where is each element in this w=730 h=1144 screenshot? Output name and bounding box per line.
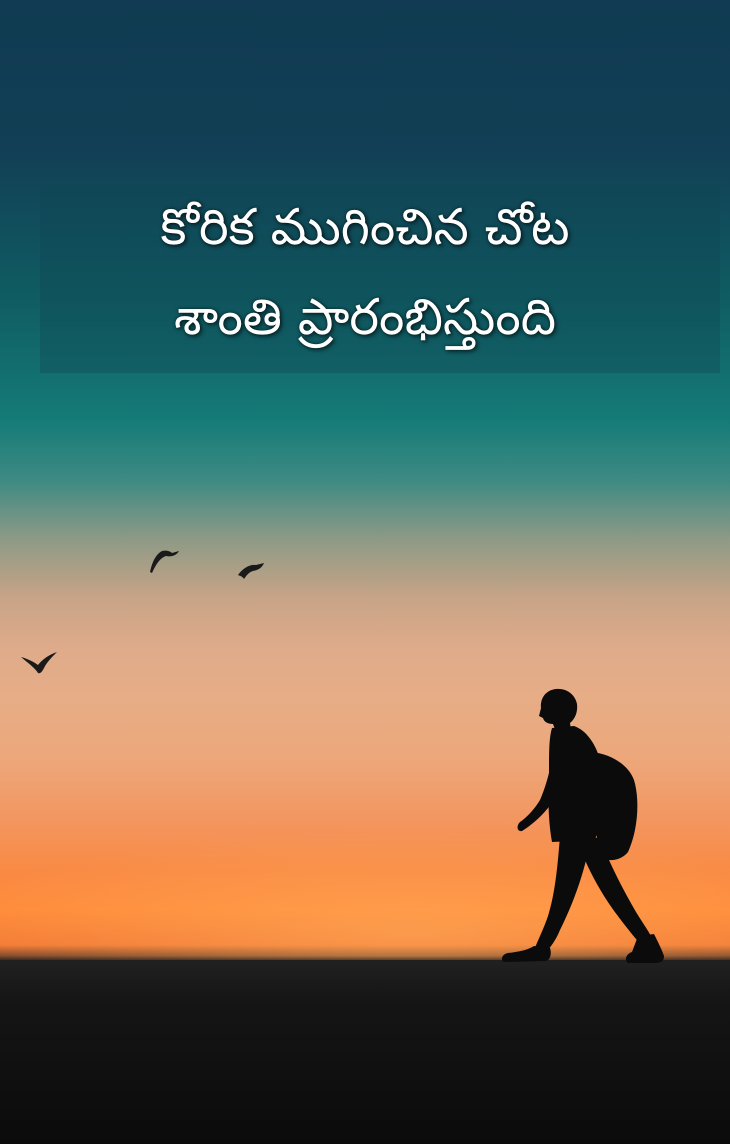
bird-2	[238, 563, 264, 579]
caption-line-1: కోరిక ముగించిన చోట	[160, 198, 570, 256]
caption-line-2: శాంతి ప్రారంభిస్తుంది	[173, 288, 557, 346]
person-silhouette	[502, 689, 664, 963]
bird-3	[21, 652, 57, 673]
bird-1	[150, 551, 179, 573]
